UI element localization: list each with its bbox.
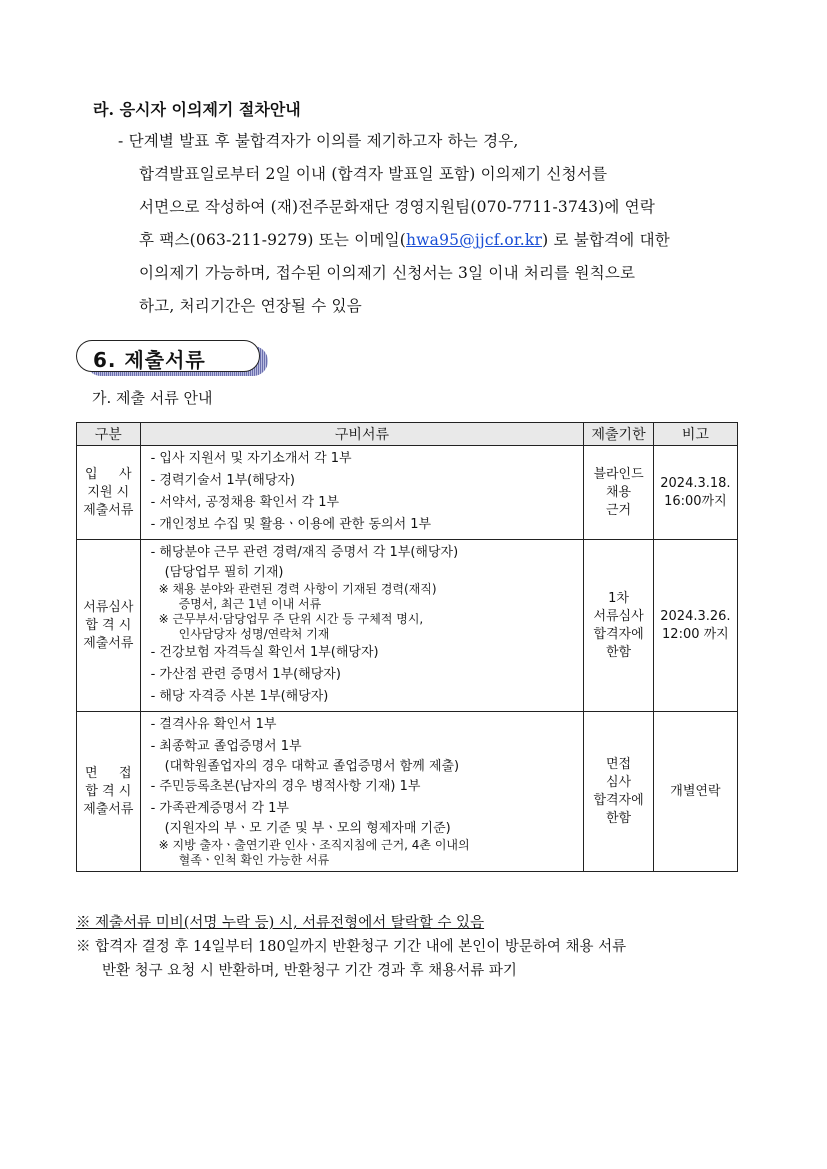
- document-subnote: (지원자의 부ㆍ모 기준 및 부ㆍ모의 형제자매 기준): [164, 821, 451, 836]
- category-cell: [77, 446, 141, 540]
- document-remark: 증명서, 최근 1년 이내 서류: [178, 597, 322, 611]
- documents-cell: [140, 446, 584, 540]
- document-item: - 가족관계증명서 각 1부: [150, 801, 289, 816]
- document-item: - 최종학교 졸업증명서 1부: [150, 739, 302, 754]
- document-remark: 혈족ㆍ인척 확인 가능한 서류: [178, 853, 330, 867]
- document-item: - 건강보험 자격득실 확인서 1부(해당자): [150, 645, 379, 660]
- paragraph-text: ) 로 불합격에 대한: [542, 231, 670, 249]
- document-item: - 개인정보 수집 및 활용ㆍ이용에 관한 동의서 1부: [150, 517, 432, 532]
- footnote: ※ 합격자 결정 후 14일부터 180일까지 반환청구 기간 내에 본인이 방문하여 채용 서류: [76, 939, 627, 955]
- document-item: - 주민등록초본(남자의 경우 병적사항 기재) 1부: [150, 779, 421, 794]
- documents-table: [76, 422, 738, 872]
- table-header-row: [77, 423, 738, 446]
- footnote: [76, 911, 484, 932]
- category-line: 합 격 시: [85, 783, 132, 799]
- category-line: 서류심사: [83, 599, 134, 615]
- deadline-cell: [584, 540, 653, 712]
- subsection-heading: 가. 제출 서류 안내: [92, 389, 213, 407]
- footnote-text: ※ 제출서류 미비(서명 누락 등) 시, 서류전형에서 탈락할 수 있음: [76, 915, 485, 931]
- deadline-line: 한함: [606, 644, 632, 660]
- title-pill: [76, 340, 260, 372]
- documents-cell: [140, 712, 584, 872]
- paragraph-line: 이의제기 가능하며, 접수된 이의제기 신청서는 3일 이내 처리를 원칙으로: [139, 264, 636, 282]
- paragraph-line: - 단계별 발표 후 불합격자가 이의를 제기하고자 하는 경우,: [118, 132, 519, 150]
- category-line: 제출서류: [83, 635, 134, 651]
- deadline-cell: [584, 712, 653, 872]
- table-row: [77, 540, 738, 712]
- document-remark: ※ 지방 출자ㆍ출연기관 인사ㆍ조직지침에 근거, 4촌 이내의: [158, 838, 470, 852]
- document-subnote: (담당업무 필히 기재): [164, 565, 284, 580]
- note-line: 2024.3.18.: [660, 475, 731, 491]
- category-line: 입 사: [85, 466, 132, 482]
- document-item: - 서약서, 공정채용 확인서 각 1부: [150, 495, 340, 510]
- paragraph-text: 후 팩스(063-211-9279) 또는 이메일(: [139, 231, 406, 249]
- footnote: 반환 청구 요청 시 반환하며, 반환청구 기간 경과 후 채용서류 파기: [102, 963, 517, 979]
- deadline-line: 1차: [608, 590, 629, 606]
- document-remark: ※ 근무부서·담당업무 주 단위 시간 등 구체적 명시,: [158, 612, 424, 626]
- document-item: - 해당분야 근무 관련 경력/재직 증명서 각 1부(해당자): [150, 545, 459, 560]
- category-line: 지원 시: [87, 484, 130, 500]
- note-cell: [653, 540, 737, 712]
- category-line: 제출서류: [83, 502, 134, 518]
- section-title-box: [76, 340, 266, 374]
- paragraph-line: 하고, 처리기간은 연장될 수 있음: [139, 297, 362, 315]
- document-item: - 해당 자격증 사본 1부(해당자): [150, 689, 329, 704]
- deadline-line: 면접: [606, 756, 632, 772]
- section-title: 6. 제출서류: [93, 348, 206, 372]
- note-cell: [653, 712, 737, 872]
- header-cell: 구비서류: [140, 423, 584, 446]
- note-line: 16:00까지: [664, 493, 727, 509]
- document-item: - 입사 지원서 및 자기소개서 각 1부: [150, 451, 352, 466]
- document-item: - 가산점 관련 증명서 1부(해당자): [150, 667, 341, 682]
- table-row: [77, 712, 738, 872]
- category-cell: [77, 712, 141, 872]
- paragraph-line: 합격발표일로부터 2일 이내 (합격자 발표일 포함) 이의제기 신청서를: [139, 165, 608, 183]
- header-cell: 비고: [653, 423, 737, 446]
- document-remark: ※ 채용 분야와 관련된 경력 사항이 기재된 경력(재직): [158, 582, 437, 596]
- deadline-line: 근거: [606, 502, 632, 518]
- note-line: 개별연락: [670, 783, 721, 799]
- note-cell: [653, 446, 737, 540]
- table-row: [77, 446, 738, 540]
- documents-cell: [140, 540, 584, 712]
- deadline-cell: [584, 446, 653, 540]
- note-line: 2024.3.26.: [660, 608, 731, 624]
- document-subnote: (대학원졸업자의 경우 대학교 졸업증명서 함께 제출): [164, 759, 460, 774]
- category-cell: [77, 540, 141, 712]
- email-link[interactable]: hwa95@jjcf.or.kr: [406, 231, 543, 249]
- category-line: 면 접: [85, 765, 132, 781]
- deadline-line: 합격자에: [593, 792, 644, 808]
- section-heading: 라. 응시자 이의제기 절차안내: [93, 100, 301, 119]
- deadline-line: 한함: [606, 810, 632, 826]
- note-line: 12:00 까지: [662, 626, 729, 642]
- category-line: 합 격 시: [85, 617, 132, 633]
- category-line: 제출서류: [83, 801, 134, 817]
- deadline-line: 심사: [606, 774, 632, 790]
- deadline-line: 합격자에: [593, 626, 644, 642]
- document-item: - 결격사유 확인서 1부: [150, 717, 277, 732]
- document-remark: 인사담당자 성명/연락처 기재: [178, 627, 330, 641]
- paragraph-line-with-email: [139, 228, 670, 250]
- header-cell: 구분: [77, 423, 141, 446]
- deadline-line: 채용: [606, 484, 632, 500]
- document-item: - 경력기술서 1부(해당자): [150, 473, 296, 488]
- header-cell: 제출기한: [584, 423, 653, 446]
- deadline-line: 서류심사: [593, 608, 644, 624]
- deadline-line: 블라인드: [593, 466, 644, 482]
- paragraph-line: 서면으로 작성하여 (재)전주문화재단 경영지원팀(070-7711-3743)에 연락: [139, 198, 656, 216]
